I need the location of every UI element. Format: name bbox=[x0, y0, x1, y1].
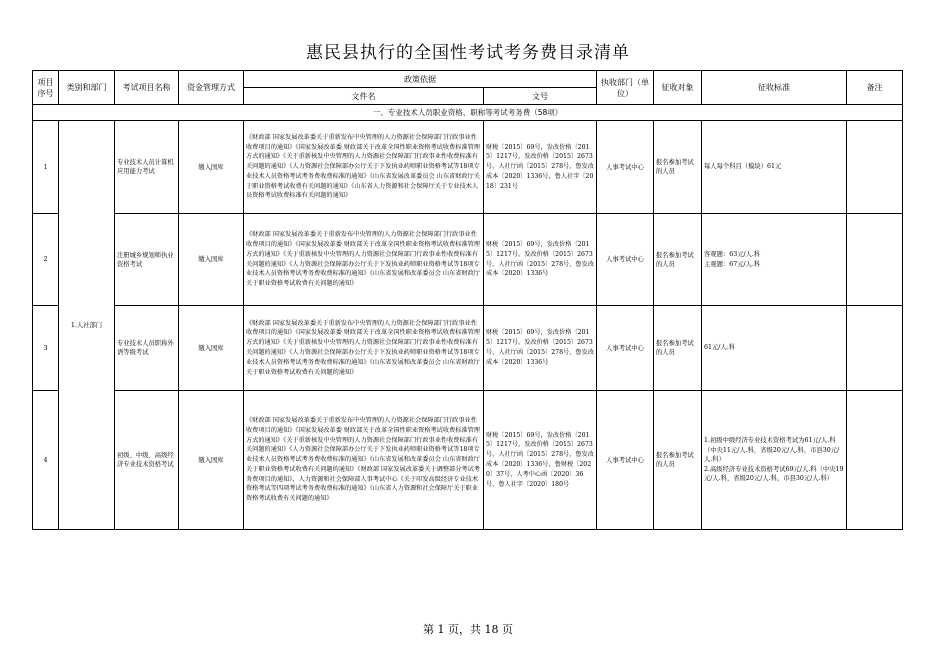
note-cell bbox=[847, 121, 903, 214]
collecting-dept: 人事考试中心 bbox=[597, 391, 654, 530]
note-cell bbox=[847, 306, 903, 391]
exam-name: 专业技术人员职称外语等级考试 bbox=[115, 306, 179, 391]
policy-file-name: 《财政部 国家发展改革委关于重新发布中央管理的人力资源社会保障部门行政事业性收费项目的通知》《国家发展改革委 财政部关于改革全国性职业资格考试收费标准管理方式的通知》《关于重新核发中央管理的人力资源社会保障部门行政事业性收费标准有关问题的通知》《人力资源社会保障部办公厅关于下发执业药师职业资格考试等18项专业技术人员资格考试考务费收费标准的通知》《山东省发展改革委员会 山东省财政厅关于职业资格考试收费有关问题的通知》《山东省人力资源和社会保障厅关于专业技术人员资格考试收费标准有关问题的通知》 bbox=[244, 121, 484, 214]
policy-doc-no: 财税〔2015〕69号，发改价格〔2015〕1217号，发改价格〔2015〕2673号，人社厅函〔2015〕278号，鲁发改成本〔2020〕1336号，鲁财税〔2020〕37号，人考中心函〔2020〕36号，鲁人社字〔2020〕180号 bbox=[484, 391, 597, 530]
category-cell: 1.人社部门 bbox=[59, 121, 115, 530]
note-cell bbox=[847, 214, 903, 306]
collection-target: 报名参加考试的人员 bbox=[654, 391, 702, 530]
policy-doc-no: 财税〔2015〕69号，发改价格〔2015〕1217号，发改价格〔2015〕2673号，人社厅函〔2015〕278号，鲁发改成本〔2020〕1336号 bbox=[484, 306, 597, 391]
policy-doc-no: 财税〔2015〕69号，发改价格〔2015〕1217号，发改价格〔2015〕2673号，人社厅函〔2015〕278号，鲁发改成本〔2020〕1336号 bbox=[484, 214, 597, 306]
note-cell bbox=[847, 391, 903, 530]
collection-standard: 客观题：63元/人.科 主观题：67元/人.科 bbox=[702, 214, 847, 306]
table-row bbox=[33, 306, 903, 391]
header-fund-mgmt: 资金管理方式 bbox=[179, 71, 244, 105]
header-file-name: 文件名 bbox=[244, 88, 484, 105]
header-category: 类别和部门 bbox=[59, 71, 115, 105]
section-heading: 一、专业技术人员职业资格、职称等考试考务费（58项） bbox=[33, 105, 903, 121]
table-row bbox=[33, 391, 903, 530]
header-dept: 执收部门（单位） bbox=[597, 71, 654, 105]
row-seq: 2 bbox=[33, 214, 59, 306]
row-seq: 1 bbox=[33, 121, 59, 214]
table-row bbox=[33, 214, 903, 306]
row-seq: 3 bbox=[33, 306, 59, 391]
row-seq: 4 bbox=[33, 391, 59, 530]
policy-doc-no: 财税〔2015〕69号，发改价格〔2015〕1217号，发改价格〔2015〕2673号，人社厅函〔2015〕278号，鲁发改成本〔2020〕1336号，鲁人社字〔2018〕231号 bbox=[484, 121, 597, 214]
collection-standard: 61元/人.科 bbox=[702, 306, 847, 391]
collection-target: 报名参加考试的人员 bbox=[654, 306, 702, 391]
header-seq: 项目序号 bbox=[33, 71, 59, 105]
exam-name: 注册城乡规划师执业资格考试 bbox=[115, 214, 179, 306]
fund-mgmt: 缴入国库 bbox=[179, 306, 244, 391]
collection-standard: 1.初级中级经济专业技术资格考试为61元/人.科（中央11元/人.科，省级20元/人.科，市县30元/人.科） 2.高级经济专业技术资格考试69元/人.科（中央19元/人.科，省级20元/人.科，市县30元/人.科） bbox=[702, 391, 847, 530]
header-target: 征收对象 bbox=[654, 71, 702, 105]
collecting-dept: 人事考试中心 bbox=[597, 306, 654, 391]
collecting-dept: 人事考试中心 bbox=[597, 121, 654, 214]
header-doc-no: 文号 bbox=[484, 88, 597, 105]
policy-file-name: 《财政部 国家发展改革委关于重新发布中央管理的人力资源社会保障部门行政事业性收费项目的通知》《国家发展改革委 财政部关于改革全国性职业资格考试收费标准管理方式的通知》《关于重新核发中央管理的人力资源社会保障部门行政事业性收费标准有关问题的通知》《人力资源社会保障部办公厅关于下发执业药师职业资格考试等18项专业技术人员资格考试考务费收费标准的通知》《山东省发展和改革委员会 山东省财政厅关于职业资格考试收费有关问题的通知》《财政部 国家发展改革委关于调整部分考试考务费项目的通知》，人力资源和社会保障部人事考试中心《关于印发高级经济专业技术资格考试等四项考试考务费收费标准的通知》《山东省人力资源和社会保障厅关于职业资格考试收费有关问题的通知》 bbox=[244, 391, 484, 530]
page-title: 惠民县执行的全国性考试考务费目录清单 bbox=[306, 43, 630, 63]
header-standard: 征收标准 bbox=[702, 71, 847, 105]
policy-file-name: 《财政部 国家发展改革委关于重新发布中央管理的人力资源社会保障部门行政事业性收费项目的通知》《国家发展改革委 财政部关于改革全国性职业资格考试收费标准管理方式的通知》《关于重新核发中央管理的人力资源社会保障部门行政事业性收费标准有关问题的通知》《人力资源社会保障部办公厅关于下发执业药师职业资格考试等18项专业技术人员资格考试考务费收费标准的通知》《山东省发展和改革委员会 山东省财政厅关于职业资格考试收费有关问题的通知》 bbox=[244, 306, 484, 391]
exam-name: 初级、中级、高级经济专业技术资格考试 bbox=[115, 391, 179, 530]
collection-target: 报名参加考试的人员 bbox=[654, 214, 702, 306]
exam-name: 专业技术人员计算机应用能力考试 bbox=[115, 121, 179, 214]
header-note: 备注 bbox=[847, 71, 903, 105]
header-exam-name: 考试项目名称 bbox=[115, 71, 179, 105]
collection-target: 报名参加考试的人员 bbox=[654, 121, 702, 214]
policy-file-name: 《财政部 国家发展改革委关于重新发布中央管理的人力资源社会保障部门行政事业性收费项目的通知》《国家发展改革委 财政部关于改革全国性职业资格考试收费标准管理方式的通知》《关于重新核发中央管理的人力资源社会保障部门行政事业性收费标准有关问题的通知》《人力资源社会保障部办公厅关于下发执业药师职业资格考试等18项专业技术人员资格考试考务费收费标准的通知》《山东省发展和改革委员会 山东省财政厅关于职业资格考试收费有关问题的通知》 bbox=[244, 214, 484, 306]
collecting-dept: 人事考试中心 bbox=[597, 214, 654, 306]
fund-mgmt: 缴入国库 bbox=[179, 121, 244, 214]
page-footer: 第 1 页，共 18 页 bbox=[423, 623, 513, 636]
fund-mgmt: 缴入国库 bbox=[179, 214, 244, 306]
table-row bbox=[33, 121, 903, 214]
fund-mgmt: 缴入国库 bbox=[179, 391, 244, 530]
header-policy: 政策依据 bbox=[244, 71, 597, 88]
collection-standard: 每人每个科目（模块）61元 bbox=[702, 121, 847, 214]
fee-catalog-table bbox=[32, 70, 903, 530]
